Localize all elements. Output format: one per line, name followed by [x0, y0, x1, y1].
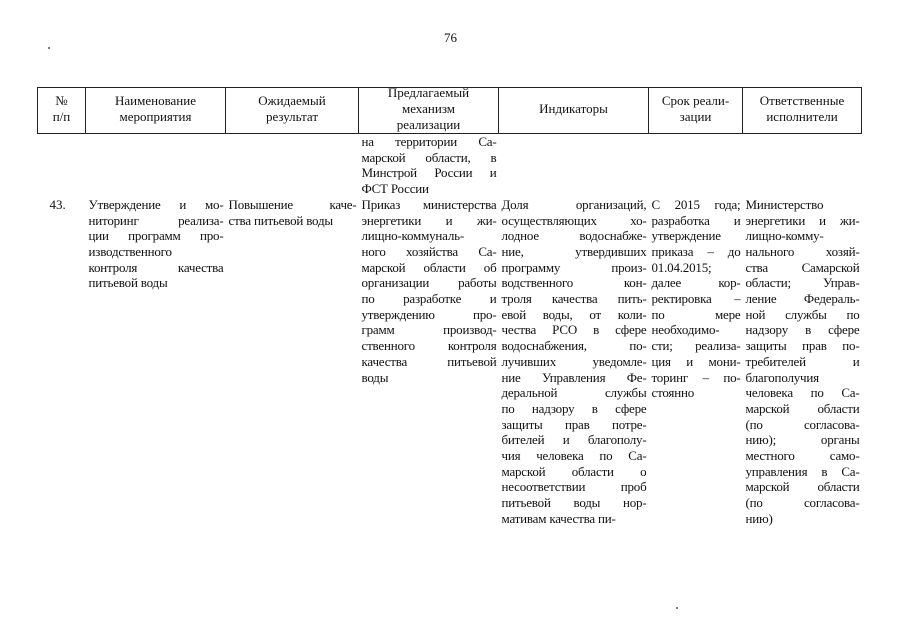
- cell-line: ление Федераль-: [745, 291, 860, 307]
- cell-line: ниторинг реализа-: [88, 212, 224, 228]
- cell-line: воды: [361, 369, 389, 385]
- cell-line: осуществляющих хо-: [501, 212, 647, 228]
- cell-line: Повышение каче-: [228, 196, 357, 212]
- cell-line: механизм: [401, 101, 455, 116]
- cell-line: исполнители: [766, 109, 838, 124]
- table-row: [38, 197, 862, 527]
- cell-line: стоянно: [651, 385, 695, 401]
- cell-line: Минстрой России и: [361, 165, 497, 181]
- cell-line: ректировка –: [651, 291, 741, 307]
- cell-line: торинг – по-: [651, 369, 741, 385]
- cell-line: лищно-коммуналь-: [361, 228, 464, 244]
- cell-line: №: [55, 93, 68, 108]
- cell-line: (по согласова-: [745, 495, 860, 511]
- header-result: [226, 88, 359, 134]
- row-deadline-cell: [649, 197, 743, 527]
- continuation-mechanism-cell: [359, 134, 499, 197]
- cell-line: 01.04.2015;: [651, 259, 712, 275]
- cell-line: по надзору в сфере: [501, 400, 647, 416]
- measures-table: [37, 87, 862, 527]
- cell-line: (по согласова-: [745, 416, 860, 432]
- cell-line: контроля качества: [88, 259, 224, 275]
- cell-line: надзору в сфере: [745, 322, 860, 338]
- cell-line: ции программ про-: [88, 228, 224, 244]
- cell-line: необходимо-: [651, 322, 720, 338]
- cell-line: организации работы: [361, 275, 497, 291]
- cell-line: питьевой воды нор-: [501, 495, 647, 511]
- row-number: 43.: [49, 196, 66, 212]
- cell-line: несоответствии проб: [501, 479, 647, 495]
- cell-line: ние Управления Фе-: [501, 369, 647, 385]
- cell-line: защиты прав потре-: [501, 416, 647, 432]
- cell-line: результат: [265, 109, 319, 124]
- cell-line: изводственного: [88, 243, 172, 259]
- cell-line: мероприятия: [119, 109, 192, 124]
- cell-line: водственного кон-: [501, 275, 647, 291]
- scan-speck: [676, 607, 678, 609]
- cell-line: марской области: [745, 479, 860, 495]
- cell-line: области; Управ-: [745, 275, 860, 291]
- cell-line: чества РСО в сфере: [501, 322, 647, 338]
- cell-line: Срок реали-: [661, 93, 730, 108]
- cell-line: реализации: [396, 117, 461, 132]
- header-number: [38, 88, 86, 134]
- cell-line: ства питьевой воды: [228, 212, 333, 228]
- cell-line: по разработке и: [361, 291, 497, 307]
- cell-line: ция и мони-: [651, 353, 741, 369]
- cell-line: Предлагаемый: [387, 85, 470, 100]
- cell-line: Ответственные: [759, 93, 845, 108]
- cell-line: энергетики и жи-: [361, 212, 497, 228]
- cell-line: Индикаторы: [539, 101, 608, 116]
- cell-line: троля качества пить-: [501, 291, 647, 307]
- cell-line: Приказ министерства: [361, 196, 497, 212]
- cell-line: ного хозяйства Са-: [361, 243, 497, 259]
- cell-line: марской области об: [361, 259, 497, 275]
- cell-line: грамм производ-: [361, 322, 497, 338]
- header-indicators: [499, 88, 649, 134]
- cell-line: ной службы по: [745, 306, 860, 322]
- cell-line: управления в Са-: [745, 463, 860, 479]
- cell-line: Доля организаций,: [501, 196, 647, 212]
- cell-line: ние, утвердивших: [501, 243, 647, 259]
- cell-line: чия человека по Са-: [501, 448, 647, 464]
- cell-line: утверждению про-: [361, 306, 497, 322]
- scan-speck: [48, 47, 50, 49]
- cell-line: деральной службы: [501, 385, 647, 401]
- cell-line: требителей и: [745, 353, 860, 369]
- page-number: 76: [444, 30, 457, 45]
- cell-line: Утверждение и мо-: [88, 196, 224, 212]
- cell-line: марской области, в: [361, 149, 497, 165]
- cell-line: зации: [679, 109, 712, 124]
- cell-line: сти; реализа-: [651, 338, 741, 354]
- cell-line: приказа – до: [651, 243, 741, 259]
- row-indicators-cell: [499, 197, 649, 527]
- cell-line: Наименование: [115, 93, 196, 108]
- cell-line: нию): [745, 510, 773, 526]
- cell-line: ФСТ России: [361, 181, 429, 197]
- cell-line: энергетики и жи-: [745, 212, 860, 228]
- header-mechanism: [359, 85, 499, 134]
- cell-line: нию); органы: [745, 432, 860, 448]
- cell-line: марской области: [745, 400, 860, 416]
- cell-line: нального хозяй-: [745, 243, 860, 259]
- cell-line: марской области о: [501, 463, 647, 479]
- cell-line: водоснабжения, по-: [501, 338, 647, 354]
- header-row: [38, 88, 862, 134]
- cell-line: лищно-комму-: [745, 228, 824, 244]
- cell-line: разработка и: [651, 212, 741, 228]
- cell-line: качества питьевой: [361, 353, 497, 369]
- continuation-row: [38, 134, 862, 197]
- cell-line: питьевой воды: [88, 275, 168, 291]
- header-responsible: [743, 88, 862, 134]
- cell-line: по мере: [651, 306, 741, 322]
- cell-line: благополучия: [745, 369, 819, 385]
- cell-line: программу произ-: [501, 259, 647, 275]
- cell-line: местного само-: [745, 448, 860, 464]
- row-responsible-cell: [743, 197, 862, 527]
- header-deadline: [649, 88, 743, 134]
- cell-line: С 2015 года;: [651, 196, 741, 212]
- row-result-cell: [226, 197, 359, 527]
- cell-line: лодное водоснабже-: [501, 228, 647, 244]
- cell-line: далее кор-: [651, 275, 741, 291]
- cell-line: лучивших уведомле-: [501, 353, 647, 369]
- cell-line: мативам качества пи-: [501, 510, 616, 526]
- cell-line: евой воды, от коли-: [501, 306, 647, 322]
- cell-line: человека по Са-: [745, 385, 860, 401]
- cell-line: на территории Са-: [361, 134, 497, 149]
- cell-line: бителей и благополу-: [501, 432, 647, 448]
- cell-line: утверждение: [651, 228, 721, 244]
- row-name-cell: [86, 197, 226, 527]
- cell-line: защиты прав по-: [745, 338, 860, 354]
- cell-line: Министерство: [745, 196, 824, 212]
- row-mechanism-cell: [359, 197, 499, 527]
- cell-line: ственного контроля: [361, 338, 497, 354]
- header-name: [86, 88, 226, 134]
- cell-line: Ожидаемый: [258, 93, 326, 108]
- cell-line: ства Самарской: [745, 259, 860, 275]
- cell-line: п/п: [52, 109, 71, 124]
